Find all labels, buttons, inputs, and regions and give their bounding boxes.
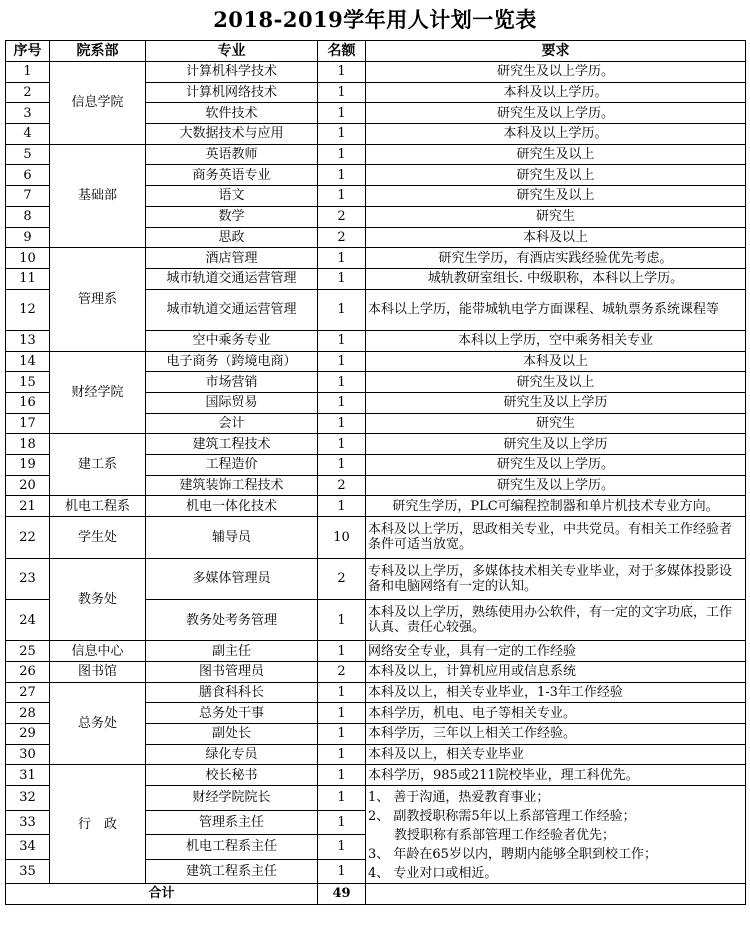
dept-cell: 信息中心 [50,641,146,662]
row-number: 10 [6,248,50,269]
major-cell: 建筑装饰工程技术 [146,475,318,496]
count-cell: 10 [318,517,366,558]
requirement-cell: 本科以上学历，能带城轨电学方面课程、城轨票务系统课程等 [366,289,746,330]
requirement-cell: 研究生 [366,413,746,434]
count-cell: 1 [318,810,366,835]
row-number: 5 [6,144,50,165]
row-number: 1 [6,62,50,83]
requirement-cell: 本科学历，机电、电子等相关专业。 [366,703,746,724]
count-cell: 1 [318,393,366,414]
row-number: 3 [6,103,50,124]
total-empty [366,884,746,905]
row-number: 11 [6,268,50,289]
requirement-line: 1、 善于沟通，热爱教育事业； [368,790,550,806]
major-cell: 数学 [146,206,318,227]
major-cell: 工程造价 [146,455,318,476]
requirement-cell: 研究生学历，有酒店实践经验优先考虑。 [366,248,746,269]
row-number: 20 [6,475,50,496]
row-number: 33 [6,810,50,835]
major-cell: 建筑工程系主任 [146,859,318,884]
count-cell: 1 [318,289,366,330]
dept-cell: 总务处 [50,682,146,765]
row-number: 24 [6,599,50,640]
count-cell: 2 [318,475,366,496]
major-cell: 机电一体化技术 [146,496,318,517]
requirement-cell: 研究生 [366,206,746,227]
requirement-cell: 研究生及以上 [366,165,746,186]
requirement-cell: 研究生及以上学历 [366,434,746,455]
dept-cell: 基础部 [50,144,146,247]
row-number: 25 [6,641,50,662]
count-cell: 1 [318,268,366,289]
table-row [6,144,746,165]
major-cell: 辅导员 [146,517,318,558]
table-row [6,682,746,703]
count-cell: 1 [318,372,366,393]
row-number: 15 [6,372,50,393]
header-count: 名额 [318,41,366,62]
dept-cell: 学生处 [50,517,146,558]
row-number: 19 [6,455,50,476]
table-row [6,351,746,372]
requirement-cell: 本科及以上学历，熟练使用办公软件，有一定的文字功底，工作认真、责任心较强。 [366,599,746,640]
count-cell: 1 [318,103,366,124]
row-number: 7 [6,186,50,207]
row-number: 17 [6,413,50,434]
header-dept: 院系部 [50,41,146,62]
count-cell: 1 [318,496,366,517]
major-cell: 建筑工程技术 [146,434,318,455]
count-cell: 1 [318,765,366,786]
row-number: 6 [6,165,50,186]
requirement-cell: 本科及以上，计算机应用或信息系统 [366,662,746,683]
count-cell: 1 [318,682,366,703]
table-row [6,662,746,683]
count-cell: 2 [318,558,366,599]
major-cell: 大数据技术与应用 [146,124,318,145]
count-cell: 1 [318,413,366,434]
row-number: 31 [6,765,50,786]
requirement-cell: 城轨教研室组长. 中级职称，本科以上学历。 [366,268,746,289]
major-cell: 市场营销 [146,372,318,393]
count-cell: 2 [318,227,366,248]
major-cell: 英语教师 [146,144,318,165]
major-cell: 多媒体管理员 [146,558,318,599]
requirement-cell: 研究生及以上学历 [366,393,746,414]
table-row [6,62,746,83]
requirement-cell: 研究生及以上学历。 [366,103,746,124]
count-cell: 1 [318,62,366,83]
requirement-cell: 本科及以上学历，思政相关专业，中共党员。有相关工作经验者条件可适当放宽。 [366,517,746,558]
count-cell: 1 [318,434,366,455]
requirement-cell: 本科学历，三年以上相关工作经验。 [366,724,746,745]
count-cell: 1 [318,599,366,640]
count-cell: 1 [318,82,366,103]
total-label: 合计 [6,884,318,905]
count-cell: 2 [318,206,366,227]
major-cell: 计算机网络技术 [146,82,318,103]
row-number: 16 [6,393,50,414]
count-cell: 1 [318,724,366,745]
row-number: 18 [6,434,50,455]
row-number: 8 [6,206,50,227]
dept-cell: 行 政 [50,765,146,884]
requirement-cell: 研究生及以上学历。 [366,475,746,496]
major-cell: 机电工程系主任 [146,835,318,860]
requirement-cell: 本科及以上学历。 [366,82,746,103]
major-cell: 空中乘务专业 [146,330,318,351]
major-cell: 总务处干事 [146,703,318,724]
dept-cell: 图书馆 [50,662,146,683]
dept-cell: 机电工程系 [50,496,146,517]
table-row [6,248,746,269]
major-cell: 绿化专员 [146,744,318,765]
row-number: 4 [6,124,50,145]
major-cell: 副处长 [146,724,318,745]
major-cell: 商务英语专业 [146,165,318,186]
major-cell: 软件技术 [146,103,318,124]
row-number: 2 [6,82,50,103]
count-cell: 1 [318,744,366,765]
requirement-line: 4、 专业对口或相近。 [368,866,498,882]
count-cell: 1 [318,703,366,724]
major-cell: 国际贸易 [146,393,318,414]
count-cell: 1 [318,248,366,269]
row-number: 14 [6,351,50,372]
count-cell: 1 [318,786,366,811]
row-number: 9 [6,227,50,248]
major-cell: 会计 [146,413,318,434]
row-number: 13 [6,330,50,351]
row-number: 29 [6,724,50,745]
count-cell: 1 [318,144,366,165]
requirement-cell: 研究生学历，PLC可编程控制器和单片机技术专业方向。 [366,496,746,517]
row-number: 27 [6,682,50,703]
requirement-cell: 研究生及以上 [366,372,746,393]
major-cell: 财经学院院长 [146,786,318,811]
major-cell: 校长秘书 [146,765,318,786]
requirement-line: 3、 年龄在65岁以内，聘期内能够全职到校工作； [368,847,657,863]
row-number: 35 [6,859,50,884]
count-cell: 1 [318,186,366,207]
dept-cell: 管理系 [50,248,146,351]
header-req: 要求 [366,41,746,62]
row-number: 22 [6,517,50,558]
table-row [6,641,746,662]
count-cell: 2 [318,662,366,683]
table-row [6,496,746,517]
major-cell: 教务处考务管理 [146,599,318,640]
requirement-cell: 本科及以上，相关专业毕业，1-3年工作经验 [366,682,746,703]
dept-cell: 建工系 [50,434,146,496]
major-cell: 计算机科学技术 [146,62,318,83]
count-cell: 1 [318,835,366,860]
major-cell: 图书管理员 [146,662,318,683]
requirement-line: 2、 副教授职称需5年以上系部管理工作经验； [368,809,636,825]
row-number: 28 [6,703,50,724]
header-row [6,41,746,62]
count-cell: 1 [318,330,366,351]
row-number: 26 [6,662,50,683]
requirement-cell: 研究生及以上学历。 [366,455,746,476]
requirement-cell: 本科以上学历，空中乘务相关专业 [366,330,746,351]
major-cell: 副主任 [146,641,318,662]
requirement-cell: 研究生及以上 [366,144,746,165]
major-cell: 电子商务（跨境电商） [146,351,318,372]
requirement-cell: 本科及以上，相关专业毕业 [366,744,746,765]
dept-cell: 信息学院 [50,62,146,145]
requirement-cell: 本科及以上 [366,227,746,248]
count-cell: 1 [318,859,366,884]
requirement-cell: 研究生及以上学历。 [366,62,746,83]
header-no: 序号 [6,41,50,62]
table-row [6,517,746,558]
major-cell: 酒店管理 [146,248,318,269]
row-number: 12 [6,289,50,330]
count-cell: 1 [318,351,366,372]
page-title: 2018-2019学年用人计划一览表 [213,7,537,32]
count-cell: 1 [318,641,366,662]
table-row [6,558,746,599]
row-number: 30 [6,744,50,765]
requirement-cell: 本科学历，985或211院校毕业，理工科优先。 [366,765,746,786]
major-cell: 城市轨道交通运营管理 [146,268,318,289]
header-major: 专业 [146,41,318,62]
requirement-cell: 网络安全专业，具有一定的工作经验 [366,641,746,662]
major-cell: 管理系主任 [146,810,318,835]
row-number: 21 [6,496,50,517]
major-cell: 语文 [146,186,318,207]
requirement-cell: 专科及以上学历，多媒体技术相关专业毕业，对于多媒体投影设备和电脑网络有一定的认知。 [366,558,746,599]
table-row [6,765,746,786]
total-value: 49 [318,884,366,905]
requirement-cell: 研究生及以上 [366,186,746,207]
major-cell: 思政 [146,227,318,248]
requirement-cell: 本科及以上学历。 [366,124,746,145]
requirement-cell: 本科及以上 [366,351,746,372]
hiring-plan-table [5,40,746,905]
table-row [6,434,746,455]
dept-cell: 教务处 [50,558,146,641]
count-cell: 1 [318,455,366,476]
requirement-line: 教授职称有系部管理工作经验者优先； [368,828,616,844]
count-cell: 1 [318,124,366,145]
major-cell: 城市轨道交通运营管理 [146,289,318,330]
row-number: 34 [6,835,50,860]
row-number: 23 [6,558,50,599]
major-cell: 膳食科科长 [146,682,318,703]
admin-requirement-block [366,786,746,884]
count-cell: 1 [318,165,366,186]
dept-cell: 财经学院 [50,351,146,434]
row-number: 32 [6,786,50,811]
total-row [6,884,746,905]
